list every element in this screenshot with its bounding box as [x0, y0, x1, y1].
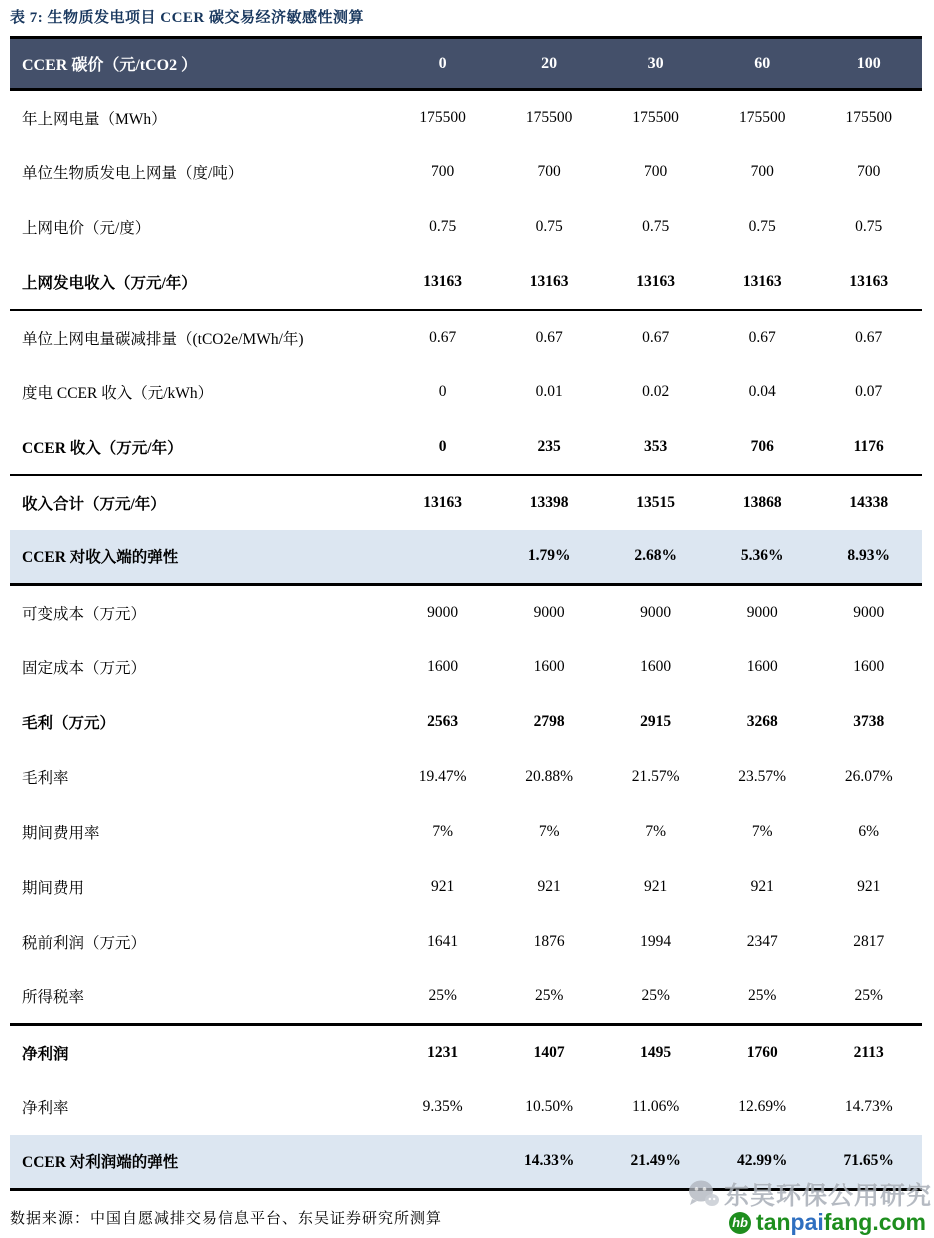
table-row — [10, 145, 922, 200]
cell-value: 0.75 — [389, 200, 496, 255]
row-label: 单位上网电量碳减排量（(tCO2e/MWh/年) — [10, 310, 389, 365]
table-row — [10, 530, 922, 585]
cell-value: 706 — [709, 420, 816, 475]
cell-value: 14.33% — [496, 1135, 603, 1190]
row-label: 上网发电收入（万元/年） — [10, 255, 389, 310]
table-title: 表 7: 生物质发电项目 CCER 碳交易经济敏感性测算 — [10, 10, 364, 26]
cell-value: 353 — [602, 420, 709, 475]
site-name-segment: tan — [756, 1209, 791, 1235]
cell-value: 1641 — [389, 915, 496, 970]
cell-value: 14338 — [815, 475, 922, 530]
cell-value: 921 — [389, 860, 496, 915]
site-name-segment: fang.com — [823, 1209, 926, 1235]
cell-value: 0.75 — [602, 200, 709, 255]
cell-value: 700 — [496, 145, 603, 200]
cell-value: 0.67 — [709, 310, 816, 365]
table-row — [10, 90, 922, 145]
cell-value: 700 — [709, 145, 816, 200]
table-row — [10, 860, 922, 915]
cell-value: 25% — [709, 970, 816, 1025]
cell-value: 25% — [389, 970, 496, 1025]
row-label: 税前利润（万元） — [10, 915, 389, 970]
table-row — [10, 970, 922, 1025]
cell-value: 2817 — [815, 915, 922, 970]
cell-value: 0.01 — [496, 365, 603, 420]
cell-value: 0.67 — [389, 310, 496, 365]
header-col-100: 100 — [815, 38, 922, 90]
cell-value: 3268 — [709, 695, 816, 750]
cell-value: 9000 — [389, 585, 496, 640]
table-row — [10, 420, 922, 475]
cell-value: 921 — [709, 860, 816, 915]
cell-value: 1.79% — [496, 530, 603, 585]
row-label: 固定成本（万元） — [10, 640, 389, 695]
table-header-row — [10, 38, 922, 90]
cell-value: 2915 — [602, 695, 709, 750]
cell-value: 175500 — [496, 90, 603, 145]
cell-value: 0.67 — [496, 310, 603, 365]
row-label: 上网电价（元/度） — [10, 200, 389, 255]
cell-value: 20.88% — [496, 750, 603, 805]
row-label: 期间费用 — [10, 860, 389, 915]
table-row — [10, 310, 922, 365]
cell-value: 1176 — [815, 420, 922, 475]
cell-value: 0 — [389, 365, 496, 420]
cell-value: 42.99% — [709, 1135, 816, 1190]
cell-value: 2347 — [709, 915, 816, 970]
site-name-segment: pai — [790, 1209, 824, 1235]
table-row — [10, 475, 922, 530]
table-row — [10, 200, 922, 255]
cell-value: 6% — [815, 805, 922, 860]
row-label: 净利率 — [10, 1080, 389, 1135]
cell-value: 21.49% — [602, 1135, 709, 1190]
cell-value: 2563 — [389, 695, 496, 750]
table-row — [10, 695, 922, 750]
row-label: 所得税率 — [10, 970, 389, 1025]
cell-value: 8.93% — [815, 530, 922, 585]
cell-value: 13163 — [815, 255, 922, 310]
cell-value: 921 — [602, 860, 709, 915]
table-row — [10, 1025, 922, 1080]
site-name — [756, 1209, 926, 1236]
cell-value: 1231 — [389, 1025, 496, 1080]
cell-value: 9000 — [602, 585, 709, 640]
sensitivity-table — [10, 36, 922, 1191]
cell-value: 71.65% — [815, 1135, 922, 1190]
site-watermark-line — [729, 1209, 926, 1236]
row-label: 净利润 — [10, 1025, 389, 1080]
cell-value: 700 — [602, 145, 709, 200]
cell-value: 7% — [496, 805, 603, 860]
cell-value: 12.69% — [709, 1080, 816, 1135]
header-row-label: CCER 碳价（元/tCO2 ） — [10, 38, 389, 90]
cell-value: 1600 — [602, 640, 709, 695]
cell-value: 26.07% — [815, 750, 922, 805]
cell-value: 9000 — [496, 585, 603, 640]
wechat-account-name: 东吴环保公用研究 — [723, 1183, 932, 1210]
cell-value: 9000 — [709, 585, 816, 640]
cell-value: 7% — [389, 805, 496, 860]
cell-value: 9000 — [815, 585, 922, 640]
cell-value: 7% — [709, 805, 816, 860]
cell-value: 13163 — [389, 475, 496, 530]
cell-value: 10.50% — [496, 1080, 603, 1135]
row-label: 可变成本（万元） — [10, 585, 389, 640]
cell-value — [389, 1135, 496, 1190]
cell-value: 3738 — [815, 695, 922, 750]
cell-value: 921 — [815, 860, 922, 915]
cell-value: 0.07 — [815, 365, 922, 420]
cell-value: 1994 — [602, 915, 709, 970]
cell-value: 13163 — [496, 255, 603, 310]
table-row — [10, 255, 922, 310]
row-label: 度电 CCER 收入（元/kWh） — [10, 365, 389, 420]
cell-value: 13163 — [709, 255, 816, 310]
cell-value: 2113 — [815, 1025, 922, 1080]
row-label: 毛利（万元） — [10, 695, 389, 750]
cell-value: 1600 — [389, 640, 496, 695]
cell-value: 2.68% — [602, 530, 709, 585]
cell-value: 700 — [389, 145, 496, 200]
header-col-30: 30 — [602, 38, 709, 90]
cell-value: 25% — [496, 970, 603, 1025]
table-row — [10, 585, 922, 640]
table-row — [10, 1080, 922, 1135]
cell-value: 0.02 — [602, 365, 709, 420]
cell-value: 0.67 — [602, 310, 709, 365]
cell-value: 1760 — [709, 1025, 816, 1080]
cell-value: 0.04 — [709, 365, 816, 420]
cell-value: 0 — [389, 420, 496, 475]
cell-value: 13163 — [602, 255, 709, 310]
header-col-20: 20 — [496, 38, 603, 90]
cell-value: 1600 — [709, 640, 816, 695]
cell-value: 1600 — [496, 640, 603, 695]
row-label: 单位生物质发电上网量（度/吨） — [10, 145, 389, 200]
header-col-60: 60 — [709, 38, 816, 90]
table-row — [10, 750, 922, 805]
cell-value: 921 — [496, 860, 603, 915]
cell-value: 175500 — [389, 90, 496, 145]
cell-value: 235 — [496, 420, 603, 475]
table-row — [10, 1135, 922, 1190]
cell-value: 13163 — [389, 255, 496, 310]
table-row — [10, 915, 922, 970]
cell-value: 700 — [815, 145, 922, 200]
row-label: CCER 收入（万元/年） — [10, 420, 389, 475]
table-row — [10, 365, 922, 420]
tanpaifang-logo-icon: hb — [729, 1212, 751, 1234]
cell-value: 0.75 — [815, 200, 922, 255]
cell-value — [389, 530, 496, 585]
cell-value: 14.73% — [815, 1080, 922, 1135]
cell-value: 25% — [602, 970, 709, 1025]
cell-value: 25% — [815, 970, 922, 1025]
cell-value: 1495 — [602, 1025, 709, 1080]
cell-value: 175500 — [815, 90, 922, 145]
cell-value: 1600 — [815, 640, 922, 695]
cell-value: 175500 — [709, 90, 816, 145]
cell-value: 21.57% — [602, 750, 709, 805]
cell-value: 9.35% — [389, 1080, 496, 1135]
cell-value: 0.75 — [709, 200, 816, 255]
cell-value: 13398 — [496, 475, 603, 530]
cell-value: 5.36% — [709, 530, 816, 585]
header-col-0: 0 — [389, 38, 496, 90]
cell-value: 0.67 — [815, 310, 922, 365]
row-label: 期间费用率 — [10, 805, 389, 860]
cell-value: 23.57% — [709, 750, 816, 805]
table-row — [10, 640, 922, 695]
cell-value: 2798 — [496, 695, 603, 750]
cell-value: 7% — [602, 805, 709, 860]
row-label: 毛利率 — [10, 750, 389, 805]
cell-value: 19.47% — [389, 750, 496, 805]
cell-value: 0.75 — [496, 200, 603, 255]
row-label: CCER 对利润端的弹性 — [10, 1135, 389, 1190]
table-row — [10, 805, 922, 860]
cell-value: 13868 — [709, 475, 816, 530]
cell-value: 11.06% — [602, 1080, 709, 1135]
data-source-note: 数据来源：中国自愿减排交易信息平台、东吴证券研究所测算 — [10, 1211, 443, 1227]
cell-value: 1876 — [496, 915, 603, 970]
cell-value: 175500 — [602, 90, 709, 145]
row-label: 年上网电量（MWh） — [10, 90, 389, 145]
cell-value: 13515 — [602, 475, 709, 530]
cell-value: 1407 — [496, 1025, 603, 1080]
row-label: 收入合计（万元/年） — [10, 475, 389, 530]
row-label: CCER 对收入端的弹性 — [10, 530, 389, 585]
